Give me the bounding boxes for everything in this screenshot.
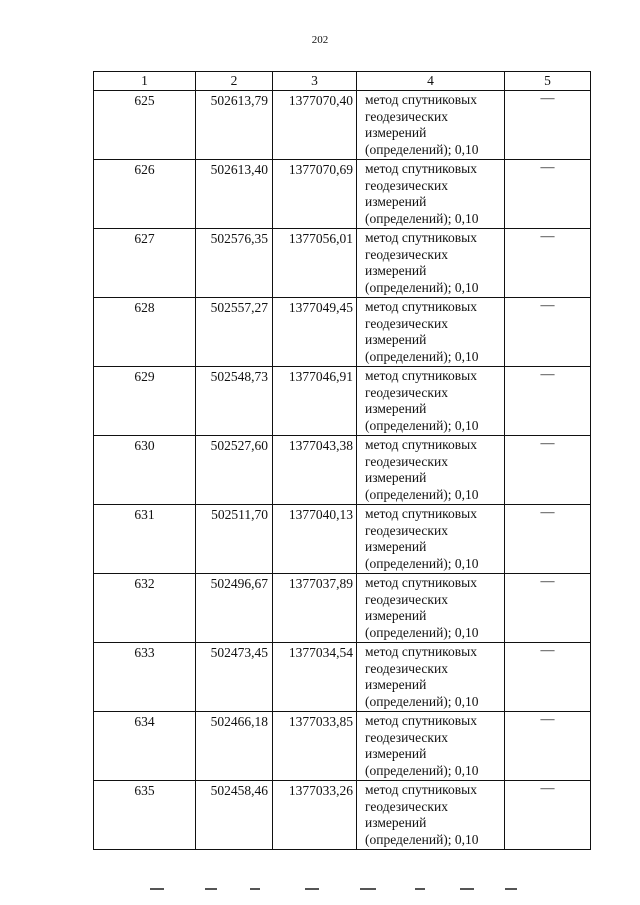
method-line: метод спутниковых	[365, 713, 477, 728]
page-number: 202	[311, 34, 329, 46]
y-coordinate-cell: 1377037,89	[273, 574, 357, 643]
y-coordinate-cell: 1377070,40	[273, 91, 357, 160]
method-line: измерений	[365, 125, 427, 140]
method-line: измерений	[365, 608, 427, 623]
method-line: геодезических	[365, 729, 448, 745]
method-line: метод спутниковых	[365, 644, 477, 659]
y-coordinate-cell: 1377049,45	[273, 298, 357, 367]
method-line: измерений	[365, 194, 427, 209]
x-coordinate-cell: 502613,79	[196, 91, 273, 160]
table-row	[94, 712, 591, 781]
note-cell: —	[505, 781, 591, 850]
method-cell	[357, 574, 505, 643]
method-line: (определений); 0,10	[365, 693, 479, 709]
x-coordinate-cell: 502527,60	[196, 436, 273, 505]
method-line: измерений	[365, 746, 427, 761]
point-number-cell: 633	[94, 643, 196, 712]
coordinates-table	[93, 71, 591, 850]
y-coordinate-cell: 1377040,13	[273, 505, 357, 574]
note-cell: —	[505, 91, 591, 160]
note-cell: —	[505, 574, 591, 643]
method-line: метод спутниковых	[365, 230, 477, 245]
method-line: (определений); 0,10	[365, 831, 479, 847]
point-number-cell: 627	[94, 229, 196, 298]
y-coordinate-cell: 1377056,01	[273, 229, 357, 298]
table-row	[94, 436, 591, 505]
method-line: геодезических	[365, 384, 448, 400]
y-coordinate-cell: 1377033,26	[273, 781, 357, 850]
method-line: геодезических	[365, 660, 448, 676]
method-line: (определений); 0,10	[365, 762, 479, 778]
x-coordinate-cell: 502458,46	[196, 781, 273, 850]
method-line: геодезических	[365, 108, 448, 124]
method-cell	[357, 505, 505, 574]
column-header: 2	[196, 72, 273, 91]
column-header: 3	[273, 72, 357, 91]
method-line: (определений); 0,10	[365, 555, 479, 571]
column-header: 1	[94, 72, 196, 91]
table-row	[94, 298, 591, 367]
method-line: измерений	[365, 539, 427, 554]
footer-scan-marks	[150, 888, 570, 894]
method-cell	[357, 229, 505, 298]
method-cell	[357, 643, 505, 712]
y-coordinate-cell: 1377046,91	[273, 367, 357, 436]
method-line: (определений); 0,10	[365, 210, 479, 226]
x-coordinate-cell: 502466,18	[196, 712, 273, 781]
method-line: (определений); 0,10	[365, 486, 479, 502]
method-line: метод спутниковых	[365, 575, 477, 590]
note-cell: —	[505, 436, 591, 505]
x-coordinate-cell: 502496,67	[196, 574, 273, 643]
method-line: метод спутниковых	[365, 782, 477, 797]
x-coordinate-cell: 502576,35	[196, 229, 273, 298]
point-number-cell: 631	[94, 505, 196, 574]
method-line: метод спутниковых	[365, 506, 477, 521]
table-row	[94, 574, 591, 643]
method-cell	[357, 781, 505, 850]
point-number-cell: 629	[94, 367, 196, 436]
method-cell	[357, 436, 505, 505]
method-cell	[357, 367, 505, 436]
note-cell: —	[505, 712, 591, 781]
y-coordinate-cell: 1377043,38	[273, 436, 357, 505]
table-row	[94, 229, 591, 298]
table-row	[94, 781, 591, 850]
note-cell: —	[505, 229, 591, 298]
method-line: геодезических	[365, 315, 448, 331]
method-line: (определений); 0,10	[365, 141, 479, 157]
note-cell: —	[505, 505, 591, 574]
method-line: (определений); 0,10	[365, 279, 479, 295]
note-cell: —	[505, 367, 591, 436]
point-number-cell: 626	[94, 160, 196, 229]
x-coordinate-cell: 502473,45	[196, 643, 273, 712]
point-number-cell: 634	[94, 712, 196, 781]
method-line: измерений	[365, 470, 427, 485]
table-row	[94, 505, 591, 574]
method-line: измерений	[365, 332, 427, 347]
method-line: геодезических	[365, 591, 448, 607]
y-coordinate-cell: 1377034,54	[273, 643, 357, 712]
method-line: геодезических	[365, 522, 448, 538]
method-line: геодезических	[365, 798, 448, 814]
table-row	[94, 91, 591, 160]
method-line: (определений); 0,10	[365, 624, 479, 640]
point-number-cell: 628	[94, 298, 196, 367]
method-cell	[357, 91, 505, 160]
point-number-cell: 630	[94, 436, 196, 505]
table-body	[94, 91, 591, 850]
table-header-row	[94, 72, 591, 91]
method-line: измерений	[365, 263, 427, 278]
method-cell	[357, 160, 505, 229]
method-line: геодезических	[365, 453, 448, 469]
method-line: геодезических	[365, 177, 448, 193]
table-row	[94, 160, 591, 229]
point-number-cell: 635	[94, 781, 196, 850]
x-coordinate-cell: 502557,27	[196, 298, 273, 367]
method-line: метод спутниковых	[365, 299, 477, 314]
table-row	[94, 367, 591, 436]
note-cell: —	[505, 643, 591, 712]
method-line: метод спутниковых	[365, 368, 477, 383]
method-line: измерений	[365, 677, 427, 692]
column-header: 5	[505, 72, 591, 91]
x-coordinate-cell: 502548,73	[196, 367, 273, 436]
table-row	[94, 643, 591, 712]
method-line: метод спутниковых	[365, 161, 477, 176]
method-line: геодезических	[365, 246, 448, 262]
method-cell	[357, 712, 505, 781]
method-line: измерений	[365, 815, 427, 830]
y-coordinate-cell: 1377070,69	[273, 160, 357, 229]
method-line: метод спутниковых	[365, 437, 477, 452]
note-cell: —	[505, 160, 591, 229]
y-coordinate-cell: 1377033,85	[273, 712, 357, 781]
x-coordinate-cell: 502613,40	[196, 160, 273, 229]
note-cell: —	[505, 298, 591, 367]
x-coordinate-cell: 502511,70	[196, 505, 273, 574]
column-header: 4	[357, 72, 505, 91]
method-line: (определений); 0,10	[365, 417, 479, 433]
method-line: метод спутниковых	[365, 92, 477, 107]
point-number-cell: 632	[94, 574, 196, 643]
point-number-cell: 625	[94, 91, 196, 160]
method-line: измерений	[365, 401, 427, 416]
method-cell	[357, 298, 505, 367]
method-line: (определений); 0,10	[365, 348, 479, 364]
